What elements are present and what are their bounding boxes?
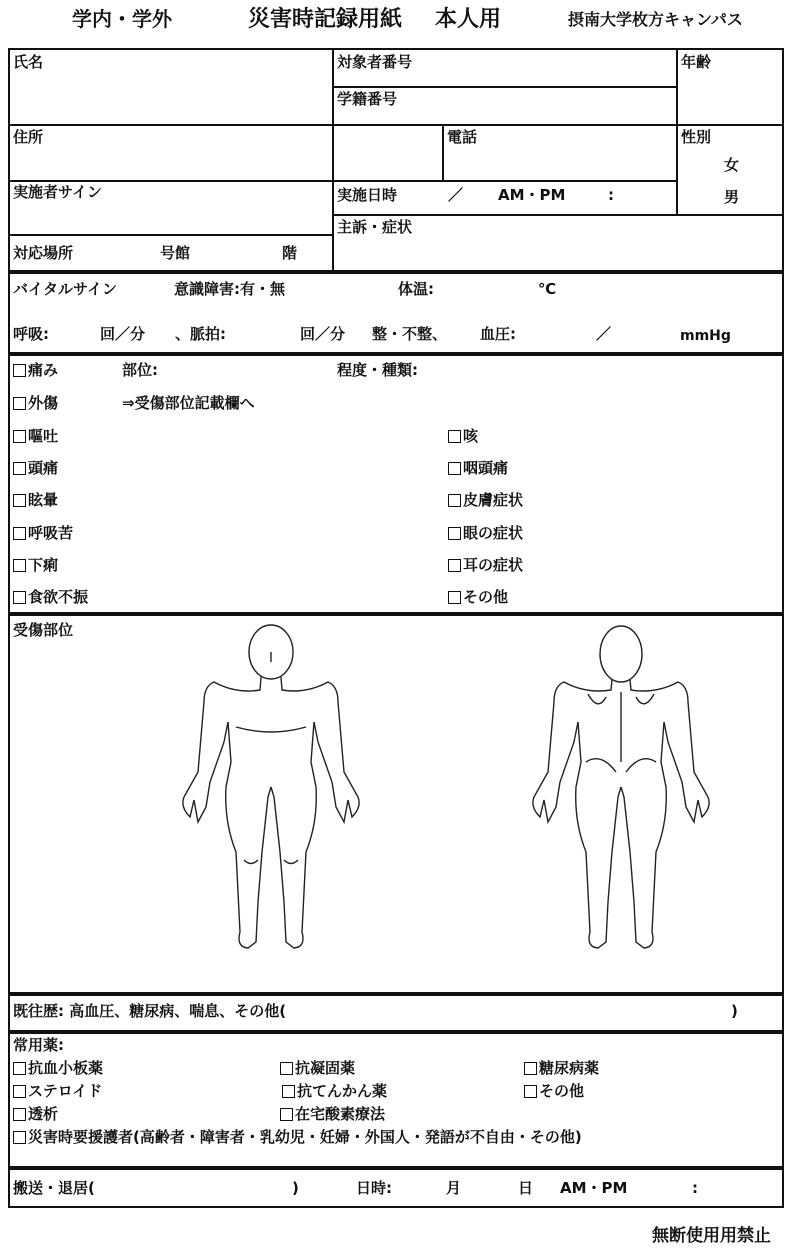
transport-close: ) <box>292 1179 299 1197</box>
medication-checkbox[interactable]: 在宅酸素療法 <box>280 1107 385 1122</box>
sex-label: 性別 <box>681 128 712 146</box>
temperature-unit: ℃ <box>538 280 557 298</box>
injury-site-label: 受傷部位 <box>13 621 74 639</box>
symptoms-section <box>8 354 784 614</box>
body-front-diagram[interactable] <box>176 622 366 956</box>
symptom-checkbox[interactable]: 呼吸苦 <box>13 526 73 541</box>
address-label: 住所 <box>13 128 44 146</box>
symptom-checkbox[interactable]: 下痢 <box>13 558 58 573</box>
copyright-notice: 無断使用用禁止 <box>652 1226 771 1246</box>
blood-pressure-unit: mmHg <box>680 328 731 344</box>
sex-male-option: 男 <box>724 188 740 206</box>
symptom-checkbox[interactable]: 眼の症状 <box>448 526 523 541</box>
medication-checkbox[interactable]: 糖尿病薬 <box>524 1061 599 1076</box>
symptom-checkbox[interactable]: その他 <box>448 590 508 605</box>
symptom-checkbox[interactable]: 耳の症状 <box>448 558 523 573</box>
campus-name: 摂南大学枚方キャンパス <box>568 10 743 29</box>
staff-sign-label: 実施者サイン <box>13 183 102 201</box>
respiration-label: 呼吸: <box>13 325 49 343</box>
injury-reference: ⇒受傷部位記載欄へ <box>122 394 255 412</box>
symptom-checkbox[interactable]: 咽頭痛 <box>448 461 508 476</box>
form-title: 災害時記録用紙 <box>248 7 403 32</box>
blood-pressure-label: 血圧: <box>480 325 516 343</box>
building-label: 号館 <box>160 244 191 262</box>
medical-history-close: ) <box>731 1002 738 1020</box>
student-number-label: 学籍番号 <box>337 90 398 108</box>
injury-checkbox[interactable]: 外傷 <box>13 396 58 411</box>
respiration-unit: 回／分 <box>100 325 146 343</box>
symptom-checkbox[interactable]: 咳 <box>448 429 478 444</box>
symptom-checkbox[interactable]: 食欲不振 <box>13 590 88 605</box>
phone-label: 電話 <box>447 128 478 146</box>
transport-colon: : <box>692 1179 698 1197</box>
symptom-checkbox[interactable]: 皮膚症状 <box>448 493 523 508</box>
location-option: 学内・学外 <box>72 7 172 31</box>
date-ampm: AM・PM <box>498 186 566 204</box>
medication-checkbox[interactable]: ステロイド <box>13 1084 102 1099</box>
transport-ampm: AM・PM <box>560 1179 628 1197</box>
subject-number-label: 対象者番号 <box>337 53 413 71</box>
name-label: 氏名 <box>13 53 44 71</box>
medications-section <box>8 1032 784 1168</box>
pulse-label: 、脈拍: <box>175 325 226 343</box>
date-time-label: 実施日時 <box>337 186 398 204</box>
medication-checkbox[interactable]: 抗血小板薬 <box>13 1061 103 1076</box>
medication-checkbox[interactable]: 抗凝固薬 <box>280 1061 355 1076</box>
transport-label: 搬送・退居( <box>13 1179 95 1197</box>
symptom-checkbox[interactable]: 嘔吐 <box>13 429 58 444</box>
pain-checkbox[interactable]: 痛み <box>13 363 58 378</box>
complaint-label: 主訴・症状 <box>337 218 413 236</box>
symptom-checkbox[interactable]: 眩暈 <box>13 493 58 508</box>
medication-checkbox[interactable]: 透析 <box>13 1107 58 1122</box>
transport-month: 月 <box>446 1179 462 1197</box>
sex-female-option: 女 <box>724 156 740 174</box>
age-label: 年齢 <box>681 53 712 71</box>
temperature-label: 体温: <box>398 280 434 298</box>
symptom-checkbox[interactable]: 頭痛 <box>13 461 58 476</box>
medication-checkbox[interactable]: その他 <box>524 1084 584 1099</box>
place-label: 対応場所 <box>13 244 74 262</box>
transport-day: 日 <box>518 1179 534 1197</box>
medical-history-field: 既往歴: 高血圧、糖尿病、喘息、その他( <box>13 1002 287 1020</box>
pain-degree-label: 程度・種類: <box>337 361 418 379</box>
special-needs-checkbox[interactable]: 災害時要援護者(高齢者・障害者・乳幼児・妊婦・外国人・発語が不自由・その他) <box>13 1130 582 1145</box>
vital-signs-label: バイタルサイン <box>13 280 117 298</box>
floor-label: 階 <box>282 244 298 262</box>
transport-section <box>8 1168 784 1208</box>
form-subtitle: 本人用 <box>435 7 502 32</box>
pulse-unit: 回／分 <box>300 325 346 343</box>
body-back-diagram[interactable] <box>526 622 716 956</box>
blood-pressure-slash: ／ <box>596 325 612 343</box>
transport-datetime-label: 日時: <box>356 1179 392 1197</box>
consciousness-field: 意識障害:有・無 <box>174 280 285 298</box>
personal-info-section <box>8 48 784 272</box>
medication-checkbox[interactable]: 抗てんかん薬 <box>282 1084 387 1099</box>
medications-label: 常用薬: <box>13 1036 64 1054</box>
pain-site-label: 部位: <box>122 361 158 379</box>
date-slash: ／ <box>448 186 464 204</box>
date-colon: : <box>608 186 614 204</box>
rhythm-field: 整・不整、 <box>372 325 448 343</box>
